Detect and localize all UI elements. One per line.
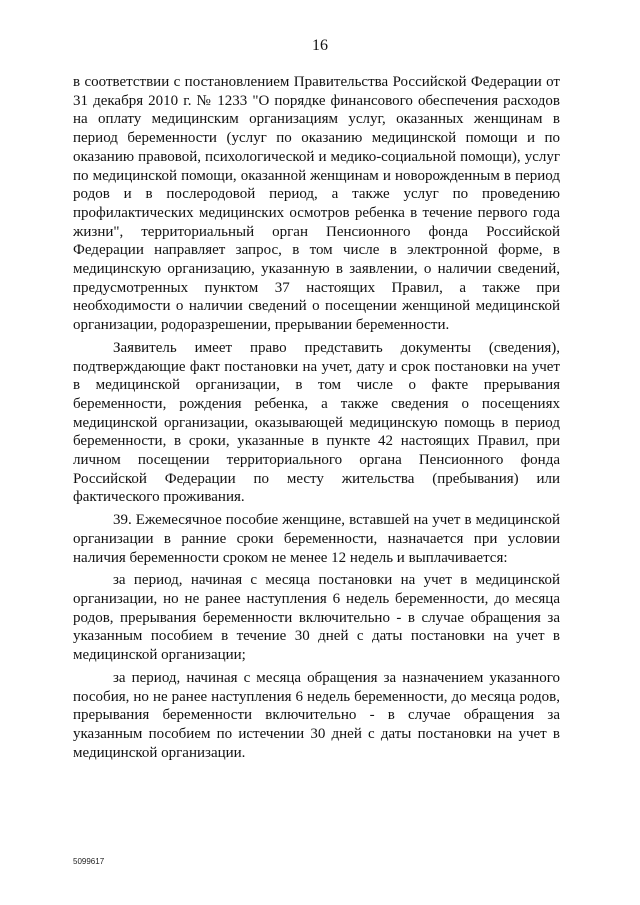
paragraph-period-after-30-days: за период, начиная с месяца обращения за назначением указанного пособия, но не ранее наступления 6 недель беременности, до месяца родов, прерывания беременности включительно - в случае обращения за указанным пособием по истечении 30 дней с даты постановки на учет в медицинской организации.: [73, 669, 560, 761]
paragraph-period-within-30-days: за период, начиная с месяца постановки на учет в медицинской организации, но не ранее наступления 6 недель беременности, до месяца родов, прерывания беременности включительно - в случае обращения за указанным пособием в течение 30 дней с даты постановки на учет в медицинской организации;: [73, 572, 560, 664]
page-number: 16: [312, 37, 328, 54]
paragraph-item-39: 39. Ежемесячное пособие женщине, вставшей на учет в медицинской организации в ранние сроки беременности, назначается при условии наличия беременности сроком не менее 12 недель и выплачивается:: [73, 512, 560, 566]
paragraph-applicant-rights: Заявитель имеет право представить документы (сведения), подтверждающие факт постановки на учет, дату и срок постановки на учет в медицинской организации, в том числе о факте прерывания беременности, рождения ребенка, а также сведения о посещениях медицинской организации, оказывающей медицинскую помощь в период беременности, в сроки, указанные в пункте 42 настоящих Правил, при личном посещении территориального органа Пенсионного фонда Российской Федерации по месту жительства (пребывания) или фактического проживания.: [73, 339, 560, 506]
document-body: [73, 73, 560, 766]
document-code: 5099617: [73, 857, 105, 866]
paragraph-continuation: в соответствии с постановлением Правительства Российской Федерации от 31 декабря 2010 г. № 1233 "О порядке финансового обеспечения расходов на оплату медицинским организациям услуг, оказанных женщинам в период беременности (услуг по оказанию медицинской помощи и по оказанию правовой, психологической и медико-социальной помощи), услуг по медицинской помощи, оказанной женщинам и новорожденным в период родов и в послеродовой период, а также услуг по проведению профилактических медицинских осмотров ребенка в течение первого года жизни", территориальный орган Пенсионного фонда Российской Федерации направляет запрос, в том числе в электронной форме, в медицинскую организацию, указанную в заявлении, о наличии сведений, предусмотренных пунктом 37 настоящих Правил, а также при необходимости о наличии сведений о посещении женщиной медицинской организации, родоразрешении, прерывании беременности.: [73, 74, 560, 334]
